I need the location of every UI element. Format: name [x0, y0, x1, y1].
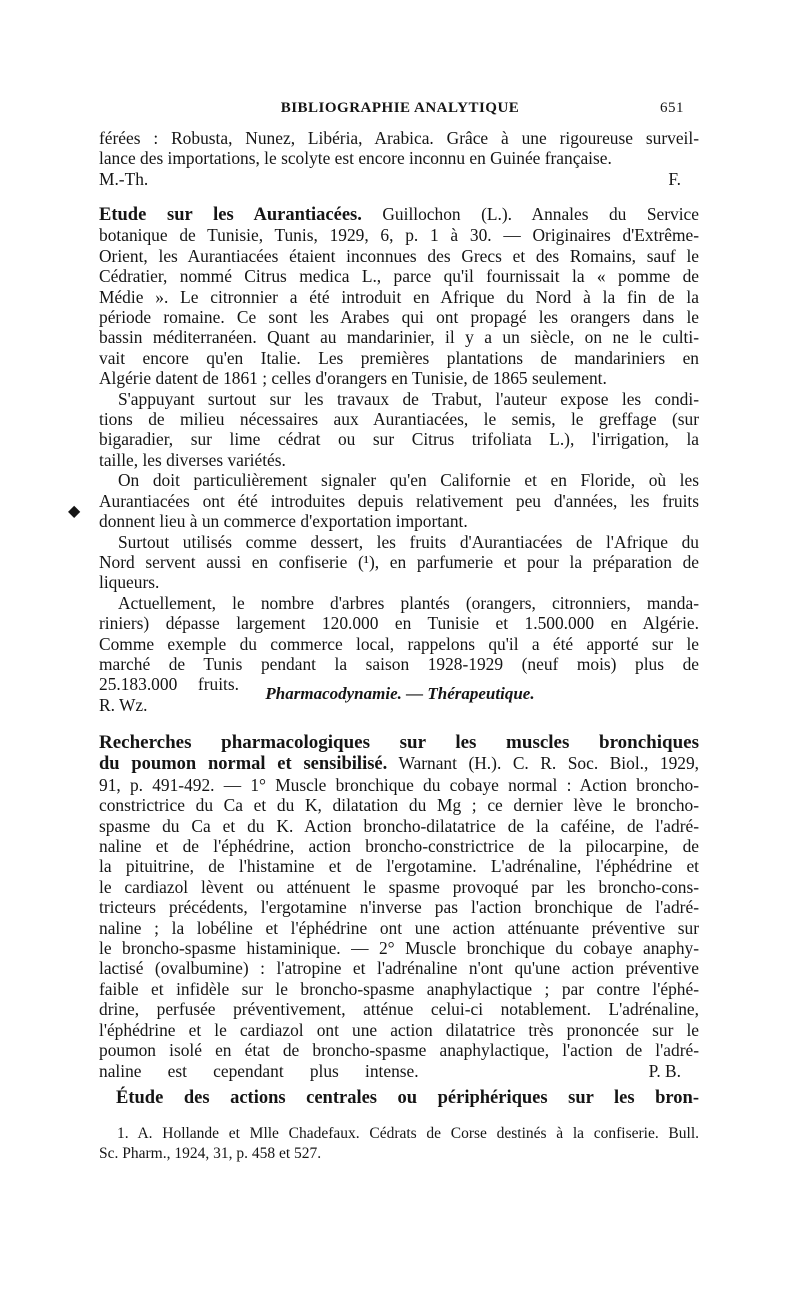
article2-line: constrictrice du Ca et du K, dilatation du Mg ; ce dernier lève le broncho- — [99, 795, 699, 816]
article-actions-centrales — [99, 1088, 699, 1108]
article2-title-line: du poumon normal et sensibilisé. — [99, 754, 388, 775]
article1-line: liqueurs. — [99, 572, 160, 593]
article1-line: Orient, les Aurantiacées étaient inconnues des Grecs et des Romains, sauf le — [99, 245, 699, 266]
article1-line: 25.183.000 fruits. — [99, 674, 239, 695]
article1-line: Comme exemple du commerce local, rappelons qu'il a été apporté sur le — [99, 633, 699, 654]
article2-line: naline est cependant plus intense. — [99, 1060, 419, 1081]
article2-line: faible et infidèle sur le broncho-spasme anaphylactique ; par contre l'éphé- — [99, 978, 699, 999]
article2-line: naline et de l'éphédrine, action broncho-constrictrice de la pilocarpine, de — [99, 836, 699, 857]
page-number: 651 — [660, 100, 684, 116]
article1-line: bigaradier, sur lime cédrat ou sur Citrus trifoliata L.), l'irrigation, la — [99, 429, 699, 450]
article1-line: Aurantiacées ont été introduites depuis relativement peu d'années, les fruits — [99, 490, 699, 511]
article2-line: le broncho-spasme histaminique. — 2° Muscle bronchique du cobaye anaphy- — [99, 938, 699, 959]
running-header — [100, 100, 700, 122]
intro-paragraph — [99, 128, 699, 189]
article1-line: tions de milieu nécessaires aux Aurantiacées, le semis, le greffage (sur — [99, 409, 699, 430]
article1-line: vait encore qu'en Italie. Les premières plantations de mandariniers en — [99, 347, 699, 368]
article1-line: Nord servent aussi en confiserie (¹), en parfumerie et pour la préparation de — [99, 551, 699, 572]
article3-title: Étude des actions centrales ou périphériques sur les bron- — [116, 1088, 699, 1108]
intro-line: lance des importations, le scolyte est encore inconnu en Guinée française. — [99, 148, 612, 169]
article2-line: drine, perfusée préventivement, atténue celui-ci notablement. L'adrénaline, — [99, 999, 699, 1020]
article1-line: Actuellement, le nombre d'arbres plantés (orangers, citronniers, manda- — [118, 592, 699, 613]
article2-line: lactisé (ovalbumine) : l'atropine et l'adrénaline n'ont qu'une action préventive — [99, 958, 699, 979]
article1-line: donnent lieu à un commerce d'exportation important. — [99, 511, 468, 532]
article2-line: l'éphédrine et le cardiazol ont une action dilatatrice très prononcée sur le — [99, 1019, 699, 1040]
article1-line: marché de Tunis pendant la saison 1928-1929 (neuf mois) plus de — [99, 653, 699, 674]
article1-line: taille, les diverses variétés. — [99, 449, 286, 470]
article1-line: riniers) dépasse largement 120.000 en Tunisie et 1.500.000 en Algérie. — [99, 613, 699, 634]
article2-line: naline ; la lobéline et l'éphédrine ont une action atténuante préventive sur — [99, 917, 699, 938]
article1-line: Guillochon (L.). Annales du Service — [382, 204, 699, 224]
article1-line: période romaine. Ce sont les Arabes qui ont propagé les orangers dans le — [99, 307, 699, 328]
article2-title-line: Recherches pharmacologiques sur les muscles bronchiques — [99, 732, 699, 753]
article2-line: le cardiazol lèvent ou atténuent le spasme provoqué par les broncho-cons- — [99, 876, 699, 897]
article-bronchial-muscles — [99, 733, 699, 1081]
article1-title: Etude sur les Aurantiacées. — [99, 205, 362, 225]
header-title: BIBLIOGRAPHIE ANALYTIQUE — [280, 100, 520, 116]
article2-line: la pituitrine, de l'histamine et de l'ergotamine. L'adrénaline, l'éphédrine et — [99, 856, 699, 877]
article2-line: poumon isolé en état de broncho-spasme anaphylactique, l'action de l'adré- — [99, 1040, 699, 1061]
article2-signature: P. B. — [648, 1060, 681, 1081]
intro-signature: M.-Th. F. — [99, 168, 681, 189]
article1-line: Algérie datent de 1861 ; celles d'orangers en Tunisie, de 1865 seulement. — [99, 368, 607, 389]
article1-line: botanique de Tunisie, Tunis, 1929, 6, p. 1 à 30. — Originaires d'Extrême- — [99, 225, 699, 246]
article1-line: On doit particulièrement signaler qu'en Californie et en Floride, où les — [118, 470, 699, 491]
article2-line: tricteurs précédents, l'ergotamine n'inverse pas l'action bronchique de l'adré- — [99, 897, 699, 918]
article2-line: spasme du Ca et du K. Action broncho-dilatatrice de la caféine, de l'adré- — [99, 815, 699, 836]
footnote — [99, 1124, 699, 1163]
article1-line: S'appuyant surtout sur les travaux de Trabut, l'auteur expose les condi- — [118, 388, 699, 409]
article2-line: 91, p. 491-492. — 1° Muscle bronchique du cobaye normal : Action broncho- — [99, 774, 699, 795]
intro-line: férées : Robusta, Nunez, Libéria, Arabica. Grâce à une rigoureuse surveil- — [99, 128, 699, 148]
section-heading: Pharmacodynamie. — Thérapeutique. — [265, 684, 535, 703]
article1-signature: R. Wz. — [99, 694, 148, 715]
article-aurantiacees — [99, 204, 699, 715]
footnote-line: 1. A. Hollande et Mlle Chadefaux. Cédrats de Corse destinés à la confiserie. Bull. — [117, 1125, 699, 1142]
footnote-line: Sc. Pharm., 1924, 31, p. 458 et 527. — [99, 1144, 322, 1162]
article1-line: Médie ». Le citronnier a été introduit en Afrique du Nord à la fin de la — [99, 286, 699, 307]
margin-bullet: ◆ — [68, 503, 81, 520]
article1-line: Cédratier, nommé Citrus medica L., parce qu'il fournissait la « pomme de — [99, 266, 699, 287]
article1-line: Surtout utilisés comme dessert, les fruits d'Aurantiacées de l'Afrique du — [118, 531, 699, 552]
article1-line: bassin méditerranéen. Quant au mandarinier, il y a un siècle, on ne le culti- — [99, 327, 699, 348]
article2-line: Warnant (H.). C. R. Soc. Biol., 1929, — [398, 753, 699, 774]
